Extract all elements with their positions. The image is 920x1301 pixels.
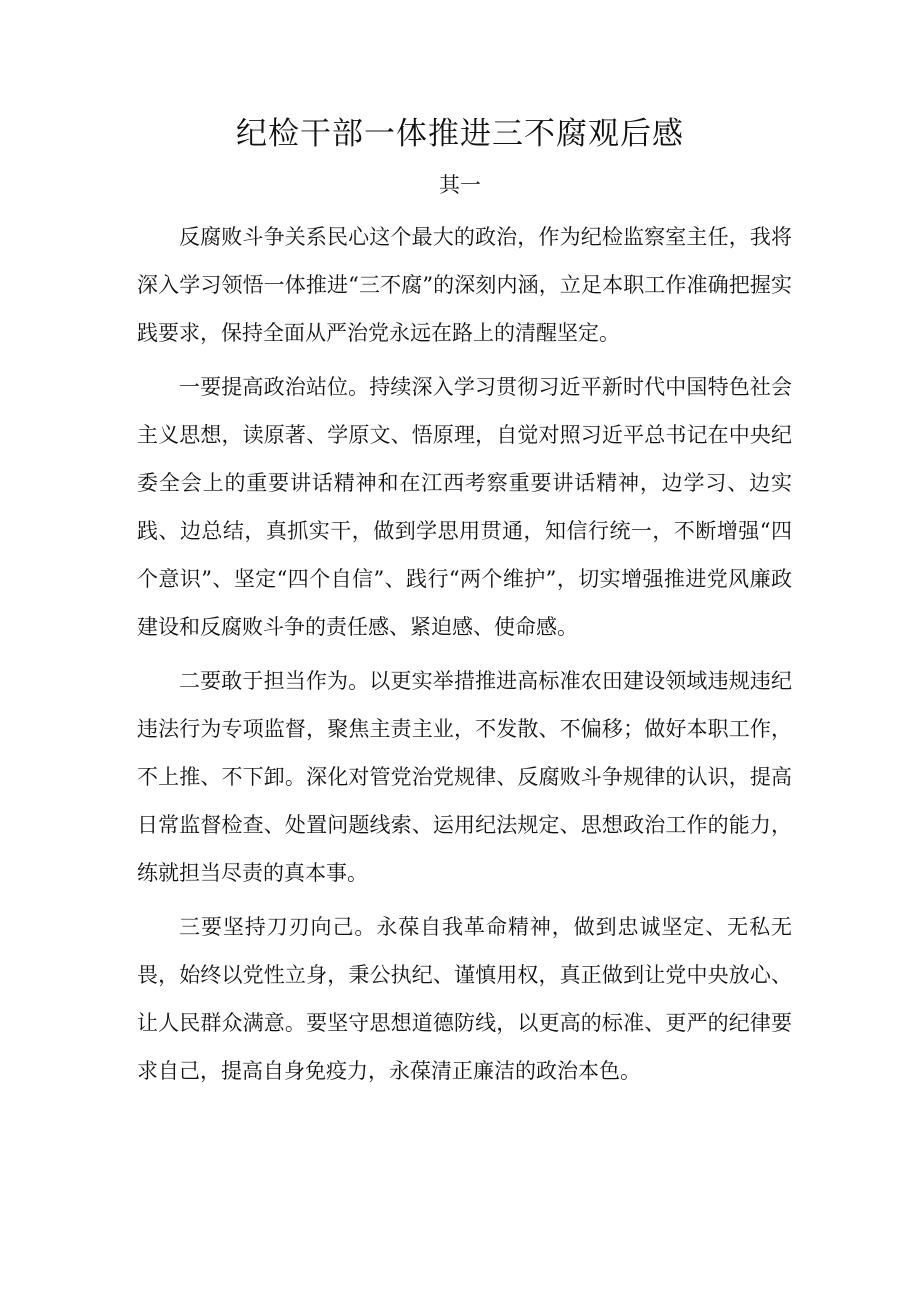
- paragraph-political-stance: 一要提高政治站位。持续深入学习贯彻习近平新时代中国特色社会主义思想，读原著、学原文、悟原理，自觉对照习近平总书记在中央纪委全会上的重要讲话精神和在江西考察重要讲话精神，边学习、边实践、边总结，真抓实干，做到学思用贯通，知信行统一，不断增强“四个意识”、坚定“四个自信”、践行“两个维护”，切实增强推进党风廉政建设和反腐败斗争的责任感、紧迫感、使命感。: [137, 375, 792, 639]
- paragraph-responsibility: 二要敢于担当作为。以更实举措推进高标准农田建设领域违规违纪违法行为专项监督，聚焦主责主业，不发散、不偏移；做好本职工作，不上推、不下卸。深化对管党治党规律、反腐败斗争规律的认识，提高日常监督检查、处置问题线索、运用纪法规定、思想政治工作的能力，练就担当尽责的真本事。: [137, 669, 792, 885]
- paragraph-intro: 反腐败斗争关系民心这个最大的政治，作为纪检监察室主任，我将深入学习领悟一体推进“三不腐”的深刻内涵，立足本职工作准确把握实践要求，保持全面从严治党永远在路上的清醒坚定。: [137, 225, 792, 345]
- document-body: [137, 213, 792, 1101]
- document-title: 纪检干部一体推进三不腐观后感: [236, 116, 684, 152]
- document-subtitle: 其一: [439, 173, 481, 197]
- paragraph-self-discipline: 三要坚持刀刃向己。永葆自我革命精神，做到忠诚坚定、无私无畏，始终以党性立身，秉公执纪、谨慎用权，真正做到让党中央放心、让人民群众满意。要坚守思想道德防线，以更高的标准、更严的纪律要求自己，提高自身免疫力，永葆清正廉洁的政治本色。: [137, 915, 792, 1083]
